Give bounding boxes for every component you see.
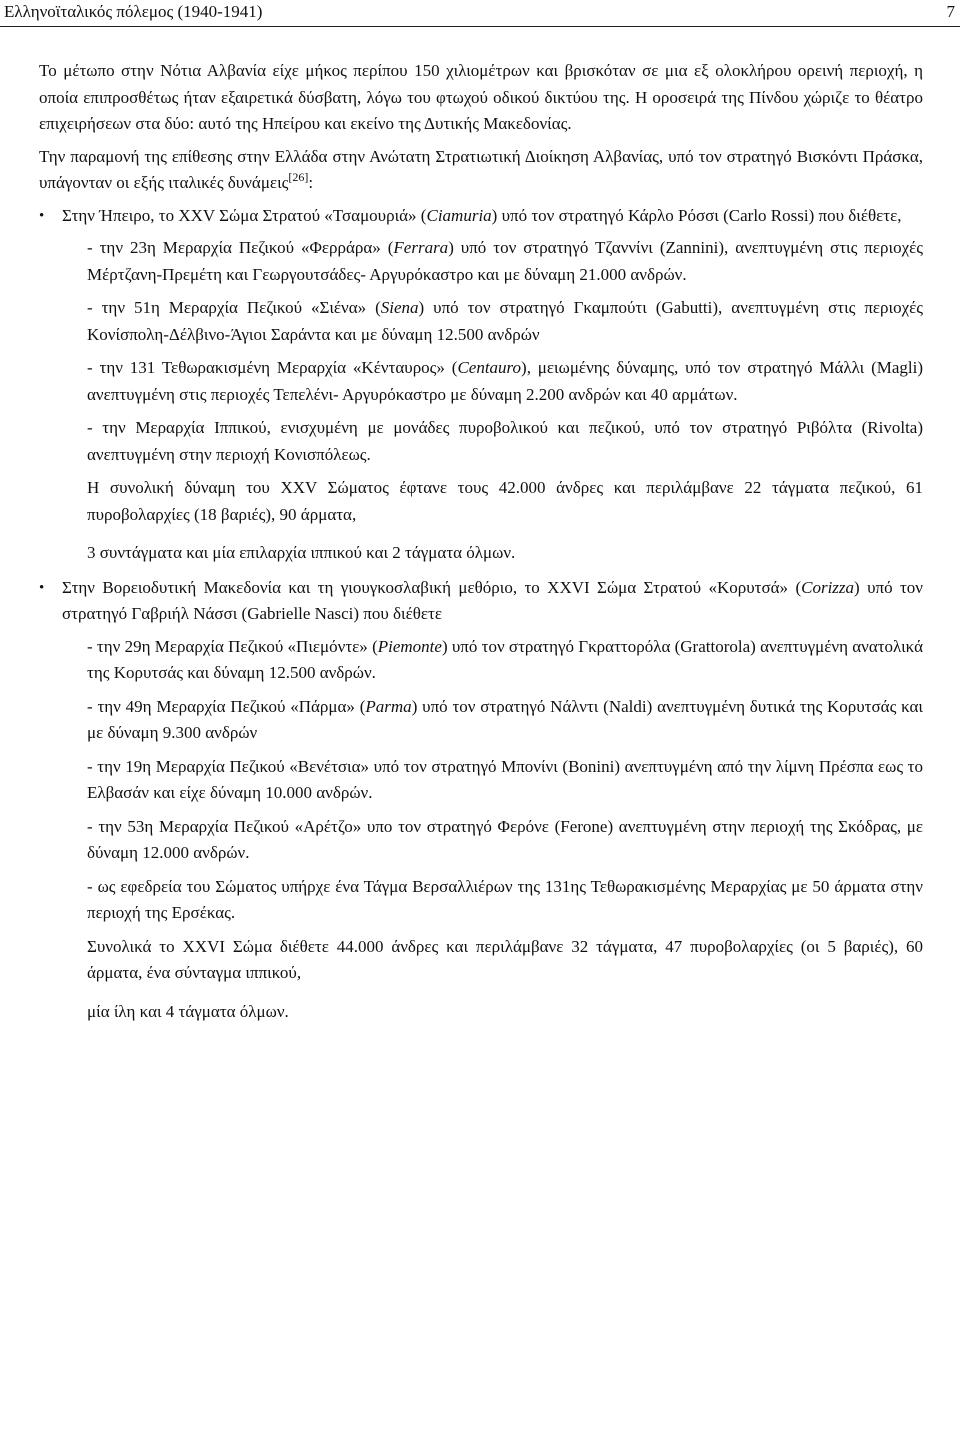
xxv-division-ferrara	[87, 235, 923, 288]
division-text-end: ) υπό τον στρατηγό Γκαμπούτι (Gabutti), ανεπτυγμένη στις περιοχές Κονίσπολη-Δέλβινο-Άγιοι Σαράντα και με δύναμη 12.500 ανδρών	[87, 298, 924, 344]
xxv-corps-italic: Ciamuria	[426, 205, 492, 225]
division-italic: Centauro	[457, 358, 522, 377]
xxvi-corps-text: Στην Βορειοδυτική Μακεδονία και τη γιουγκοσλαβική μεθόριο, το XXVI Σώμα Στρατού «Κορυτσά» (	[62, 577, 802, 597]
division-text: - την 29η Μεραρχία Πεζικού «Πιεμόντε» (	[87, 636, 378, 656]
division-text-end: ), μειωμένης δύναμης, υπό τον στρατηγό Μάλλι (Magli) ανεπτυγμένη στις περιοχές Τεπελένι- Αργυρόκαστρο με δύναμη 2.200 ανδρών και 40 αρμάτων.	[87, 358, 924, 404]
bullet-icon: •	[39, 207, 45, 224]
division-italic: Piemonte	[377, 636, 442, 656]
division-text-end: ) υπό τον στρατηγό Νάλντι (Naldi) ανεπτυγμένη δυτικά της Κορυτσάς και με δύναμη 9.300 ανδρών	[87, 696, 923, 742]
xxvi-corps-text-end: ) υπό τον στρατηγό Γαβριήλ Νάσσι (Gabrielle Nasci) που διέθετε	[62, 577, 923, 623]
xxv-division-siena	[87, 295, 923, 348]
xxvi-division-piemonte	[87, 634, 923, 687]
division-text: - την 51η Μεραρχία Πεζικού «Σιένα» (	[87, 298, 381, 317]
division-text-end: ) υπό τον στρατηγό Τζαννίνι (Zannini), ανεπτυγμένη στις περιοχές Μέρτζανη-Πρεμέτη και Γεωργουτσάδες- Αργυρόκαστρο και με δύναμη 21.000 ανδρών.	[87, 238, 923, 284]
xxv-total-strength-cont: 3 συντάγματα και μία επιλαρχία ιππικού και 2 τάγματα όλμων.	[87, 543, 516, 562]
bullet-xxvi-corps	[39, 575, 923, 628]
division-text: - την 23η Μεραρχία Πεζικού «Φερράρα» (	[87, 238, 394, 257]
document-body	[39, 58, 923, 1032]
xxvi-division-parma	[87, 694, 923, 747]
xxv-division-cavalry: - την Μεραρχία Ιππικού, ενισχυμένη με μονάδες πυροβολικού και πεζικού, υπό τον στρατηγό Ριβόλτα (Rivolta) ανεπτυγμένη στην περιοχή Κονισπόλεως.	[87, 418, 923, 464]
xxvi-division-arezzo: - την 53η Μεραρχία Πεζικού «Αρέτζο» υπο τον στρατηγό Φερόνε (Ferone) ανεπτυγμένη στην περιοχή της Σκόδρας, με δύναμη 12.000 ανδρών.	[87, 816, 923, 862]
intro-paragraph: Το μέτωπο στην Νότια Αλβανία είχε μήκος περίπου 150 χιλιομέτρων και βρισκόταν σε μια εξ ολοκλήρου ορεινή περιοχή, η οποία επιπροσθέτως ήταν εξαιρετικά δύσβατη, λόγω του φτωχού οδικού δικτύου της. Η οροσειρά της Πίνδου χώριζε το θέατρο επιχειρήσεων στα δύο: αυτό της Ηπείρου και εκείνο της Δυτικής Μακεδονίας.	[39, 61, 923, 133]
xxv-corps-text: Στην Ήπειρο, το XXV Σώμα Στρατού «Τσαμουριά» (	[62, 205, 427, 225]
xxvi-reserve-bersaglieri: - ως εφεδρεία του Σώματος υπήρχε ένα Τάγμα Βερσαλλιέρων της 131ης Τεθωρακισμένης Μεραρχίας με 50 άρματα στην περιοχή της Ερσέκας.	[87, 876, 923, 922]
forces-intro-colon: :	[308, 173, 314, 192]
division-text-end: ) υπό τον στρατηγό Γκραττορόλα (Grattorola) ανεπτυγμένη ανατολικά της Κορυτσάς και δύναμη 12.500 ανδρών.	[87, 636, 923, 682]
division-text: - την 131 Τεθωρακισμένη Μεραρχία «Κένταυρος» (	[87, 358, 458, 377]
xxvi-division-venezia: - την 19η Μεραρχία Πεζικού «Βενέτσια» υπό τον στρατηγό Μπονίνι (Bonini) ανεπτυγμένη από την λίμνη Πρέσπα εως το Ελβασάν και είχε δύναμη 10.000 ανδρών.	[87, 756, 923, 802]
citation-link-26[interactable]: [26]	[288, 170, 309, 184]
bullet-xxv-corps	[39, 203, 923, 230]
xxv-corps-text-end: ) υπό τον στρατηγό Κάρλο Ρόσσι (Carlo Rossi) που διέθετε,	[491, 205, 902, 225]
xxvi-total-strength-cont: μία ίλη και 4 τάγματα όλμων.	[87, 1001, 289, 1021]
xxvi-total-strength: Συνολικά το XXVI Σώμα διέθετε 44.000 άνδρες και περιλάμβανε 32 τάγματα, 47 πυροβολαρχίες (οι 5 βαριές), 60 άρματα, ένα σύνταγμα ιππικού,	[87, 936, 923, 982]
division-italic: Parma	[365, 696, 412, 716]
forces-intro-text: Την παραμονή της επίθεσης στην Ελλάδα στην Ανώτατη Στρατιωτική Διοίκηση Αλβανίας, υπό τον στρατηγό Βισκόντι Πράσκα, υπάγονταν οι εξής ιταλικές δυνάμεις	[39, 146, 923, 192]
page-header	[0, 0, 960, 27]
bullet-icon: •	[39, 579, 45, 596]
xxv-division-centauro	[87, 355, 923, 408]
running-title: Ελληνοϊταλικός πόλεμος (1940-1941)	[4, 2, 263, 21]
page-number: 7	[946, 2, 955, 21]
forces-intro-paragraph	[39, 144, 923, 197]
xxvi-corps-italic: Corizza	[801, 577, 855, 597]
xxv-total-strength: Η συνολική δύναμη του XXV Σώματος έφτανε τους 42.000 άνδρες και περιλάμβανε 22 τάγματα πεζικού, 61 πυροβολαρχίες (18 βαριές), 90 άρματα,	[87, 478, 923, 524]
division-italic: Siena	[380, 298, 419, 317]
division-text: - την 49η Μεραρχία Πεζικού «Πάρμα» (	[87, 696, 366, 716]
division-italic: Ferrara	[393, 238, 449, 257]
